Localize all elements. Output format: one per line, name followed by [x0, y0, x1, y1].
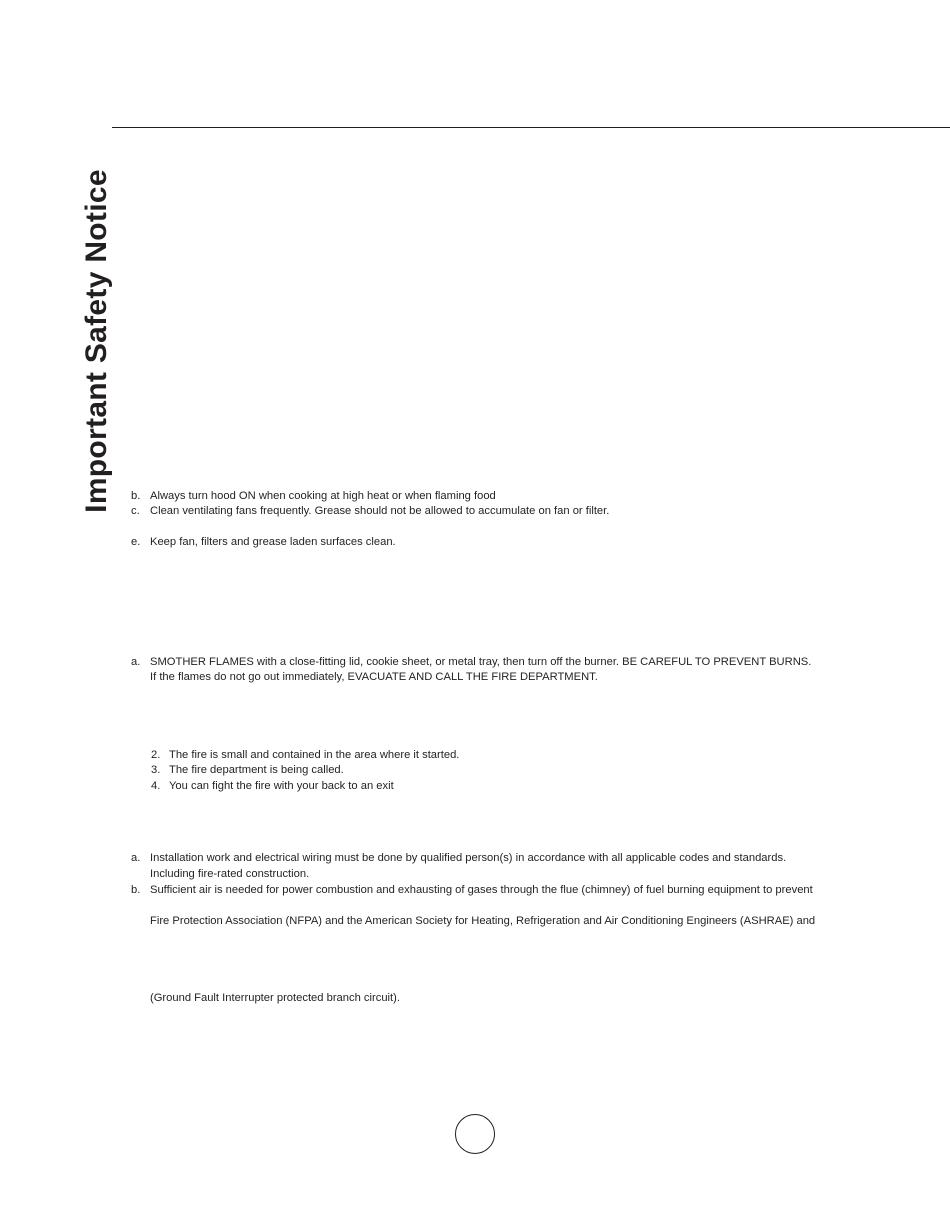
- side-title: Important Safety Notice: [80, 169, 113, 513]
- item-number: 3.: [151, 764, 161, 776]
- item-text: Keep fan, filters and grease laden surfaces clean.: [150, 536, 396, 548]
- item-number: 2.: [151, 749, 161, 761]
- item-text: If the flames do not go out immediately, EVACUATE AND CALL THE FIRE DEPARTMENT.: [150, 671, 598, 683]
- item-text: Fire Protection Association (NFPA) and the American Society for Heating, Refrigeration and Air Conditioning Engineers (ASHRAE) and: [150, 915, 816, 927]
- item-text: The fire is small and contained in the area where it started.: [169, 749, 460, 761]
- item-text: Clean ventilating fans frequently. Grease should not be allowed to accumulate on fan or filter.: [150, 505, 610, 517]
- item-number: 4.: [151, 780, 161, 792]
- item-marker: b.: [131, 884, 141, 896]
- item-text: Installation work and electrical wiring must be done by qualified person(s) in accordance with all applicable codes and standards.: [150, 852, 787, 864]
- item-text: SMOTHER FLAMES with a close-fitting lid, cookie sheet, or metal tray, then turn off the burner. BE CAREFUL TO PREVENT BURNS.: [150, 656, 812, 668]
- item-text: You can fight the fire with your back to an exit: [169, 780, 394, 792]
- page-number-circle: [455, 1114, 495, 1154]
- item-marker: a.: [131, 852, 141, 864]
- item-text: Including fire-rated construction.: [150, 868, 310, 880]
- header-rule: [112, 127, 950, 128]
- item-marker: a.: [131, 656, 141, 668]
- item-text: Sufficient air is needed for power combustion and exhausting of gases through the flue (chimney) of fuel burning equipment to prevent: [150, 884, 813, 896]
- item-text: (Ground Fault Interrupter protected branch circuit).: [150, 992, 400, 1004]
- item-text: Always turn hood ON when cooking at high heat or when flaming food: [150, 490, 496, 502]
- item-marker: e.: [131, 536, 141, 548]
- item-marker: c.: [131, 505, 140, 517]
- item-text: The fire department is being called.: [169, 764, 344, 776]
- item-marker: b.: [131, 490, 141, 502]
